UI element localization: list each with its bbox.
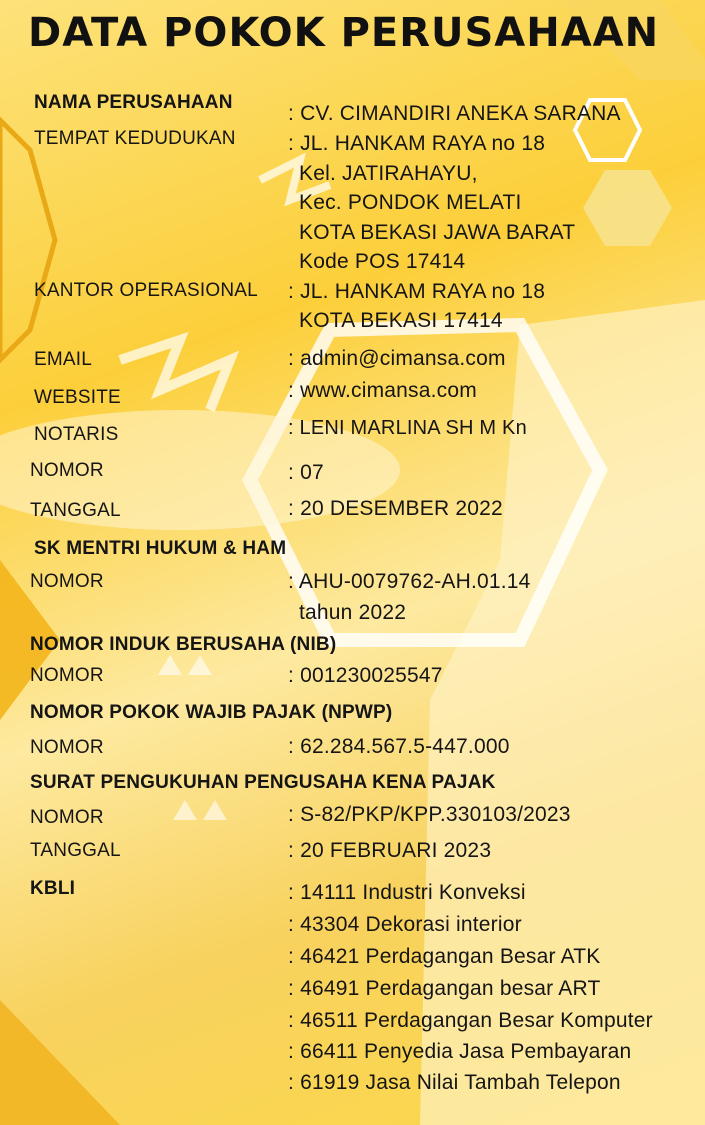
company-name-value: : CV. CIMANDIRI ANEKA SARANA xyxy=(288,102,621,125)
bottom-shape-left xyxy=(0,1000,120,1125)
email-value: : admin@cimansa.com xyxy=(288,347,506,370)
triangle-pattern-3 xyxy=(173,800,197,820)
sppkp-number-value: : S-82/PKP/KPP.330103/2023 xyxy=(288,803,571,826)
location-line: KOTA BEKASI JAWA BARAT xyxy=(299,221,576,244)
triangle-pattern-4 xyxy=(203,800,227,820)
deed-number-label: NOMOR xyxy=(30,460,104,481)
location-line: : JL. HANKAM RAYA no 18 xyxy=(288,132,546,155)
kbli-item: : 61919 Jasa Nilai Tambah Telepon xyxy=(288,1071,621,1094)
zigzag-stripe xyxy=(120,340,230,410)
triangle-pattern-2 xyxy=(188,655,212,675)
notary-value: : LENI MARLINA SH M Kn xyxy=(288,417,527,439)
website-label: WEBSITE xyxy=(34,387,121,408)
kbli-item: : 14111 Industri Konveksi xyxy=(288,881,526,904)
location-line: Kel. JATIRAHAYU, xyxy=(299,162,478,185)
location-line: Kode POS 17414 xyxy=(299,250,466,273)
npwp-heading: NOMOR POKOK WAJIB PAJAK (NPWP) xyxy=(30,702,393,723)
kbli-heading: KBLI xyxy=(30,878,76,899)
kbli-item: : 66411 Penyedia Jasa Pembayaran xyxy=(288,1040,632,1063)
office-label: KANTOR OPERASIONAL xyxy=(34,280,258,301)
kbli-item: : 43304 Dekorasi interior xyxy=(288,913,522,936)
office-line: : JL. HANKAM RAYA no 18 xyxy=(288,280,546,303)
office-line: KOTA BEKASI 17414 xyxy=(299,309,503,332)
sk-number-line: tahun 2022 xyxy=(299,601,407,624)
kbli-item: : 46491 Perdagangan besar ART xyxy=(288,977,601,1000)
sk-number-line: : AHU-0079762-AH.01.14 xyxy=(288,570,531,593)
location-line: Kec. PONDOK MELATI xyxy=(299,191,522,214)
company-name-label: NAMA PERUSAHAAN xyxy=(34,92,233,113)
hexagon-outline-left xyxy=(0,120,55,360)
nib-heading: NOMOR INDUK BERUSAHA (NIB) xyxy=(30,634,337,655)
npwp-number-value: : 62.284.567.5-447.000 xyxy=(288,735,510,758)
sppkp-date-label: TANGGAL xyxy=(30,840,121,861)
website-value: : www.cimansa.com xyxy=(288,379,477,402)
page-title: DATA POKOK PERUSAHAAN xyxy=(28,10,660,56)
kbli-item: : 46511 Perdagangan Besar Komputer xyxy=(288,1009,653,1032)
deed-number-value: : 07 xyxy=(288,461,324,484)
sppkp-date-value: : 20 FEBRUARI 2023 xyxy=(288,839,492,862)
email-label: EMAIL xyxy=(34,349,93,370)
sk-number-label: NOMOR xyxy=(30,571,104,592)
npwp-number-label: NOMOR xyxy=(30,737,104,758)
nib-number-label: NOMOR xyxy=(30,665,104,686)
deed-date-value: : 20 DESEMBER 2022 xyxy=(288,497,503,520)
location-label: TEMPAT KEDUDUKAN xyxy=(34,128,236,149)
sppkp-heading: SURAT PENGUKUHAN PENGUSAHA KENA PAJAK xyxy=(30,772,496,793)
triangle-pattern-1 xyxy=(158,655,182,675)
sk-heading: SK MENTRI HUKUM & HAM xyxy=(34,538,287,559)
nib-number-value: : 001230025547 xyxy=(288,664,443,687)
notary-label: NOTARIS xyxy=(34,424,119,445)
deed-date-label: TANGGAL xyxy=(30,500,121,521)
hexagon-filled-small xyxy=(583,170,672,246)
kbli-item: : 46421 Perdagangan Besar ATK xyxy=(288,945,601,968)
sppkp-number-label: NOMOR xyxy=(30,807,104,828)
